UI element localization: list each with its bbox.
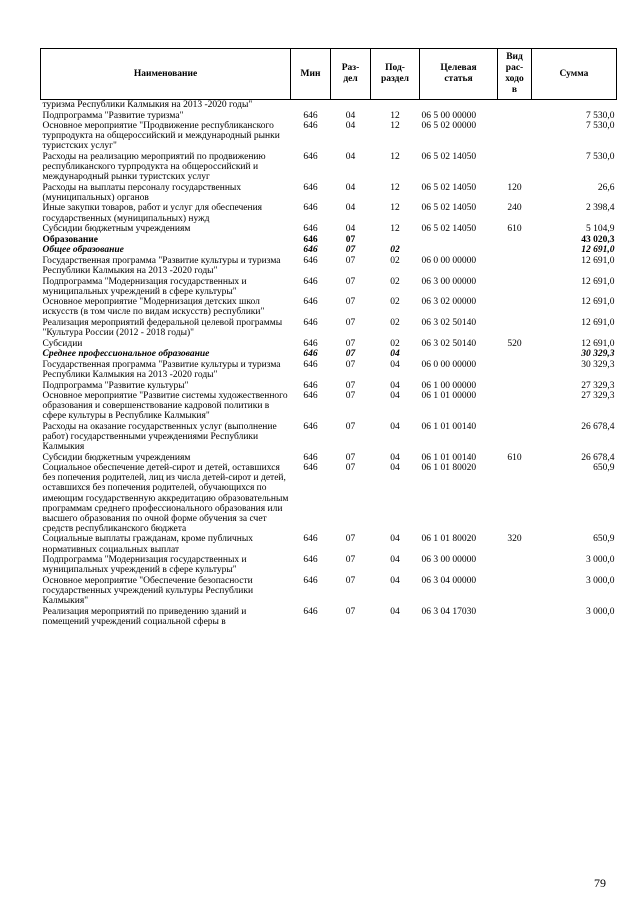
cell-razdel: 07 [345, 575, 356, 586]
cell-razdel: 07 [345, 317, 356, 328]
table-row [41, 576, 617, 607]
cell-summa: 27 329,3 [581, 391, 615, 402]
header-razdel: Раз- дел [331, 49, 371, 100]
cell-vid: 610 [507, 224, 522, 235]
cell-name: Иные закупки товаров, работ и услуг для обеспечения государственных (муниципальных) нужд [42, 203, 263, 224]
cell-min: 646 [303, 575, 318, 586]
cell-min: 646 [303, 534, 318, 545]
table-row [41, 111, 617, 122]
cell-name: Подпрограмма "Модернизация государственных и муниципальных учреждений в сфере культуры" [42, 555, 247, 576]
table-row [41, 534, 617, 555]
table-body [41, 100, 617, 628]
cell-statya: 06 1 01 80020 [421, 463, 477, 474]
cell-name: Субсидии бюджетным учреждениям [42, 224, 191, 235]
table-row [41, 463, 617, 534]
cell-podrazdel: 04 [390, 534, 400, 545]
table-row [41, 203, 617, 224]
cell-razdel: 07 [345, 452, 356, 463]
cell-name: туризма Республики Калмыкия на 2013 -2020 годы" [42, 100, 253, 110]
cell-name: Расходы на оказание государственных услуг (выполнение работ) государственными учреждениями Республики Калмыкия [42, 421, 277, 453]
cell-statya: 06 3 00 00000 [421, 555, 477, 566]
cell-name: Субсидии [42, 338, 83, 349]
cell-podrazdel: 04 [390, 555, 400, 566]
cell-vid [498, 235, 532, 246]
cell-statya: 06 3 02 50140 [421, 338, 477, 349]
cell-name: Реализация мероприятий федеральной целевой программы "Культура России (2012 - 2018 годы)" [42, 317, 283, 339]
cell-name: Подпрограмма "Развитие туризма" [42, 110, 184, 121]
cell-vid [498, 297, 532, 318]
cell-name: Государственная программа "Развитие культуры и туризма Республики Калмыкия на 2013 -2020 годы" [42, 255, 281, 276]
cell-vid [498, 360, 532, 381]
cell-statya: 06 3 02 00000 [421, 297, 477, 308]
cell-razdel: 07 [345, 391, 356, 402]
cell-podrazdel: 04 [390, 391, 400, 402]
cell-vid [498, 555, 532, 576]
cell-name: Основное мероприятие "Развитие системы художественного образования и совершенствование кадровой политики в сфере культуры в Республике Калмыкия" [42, 391, 288, 422]
cell-min: 646 [303, 203, 318, 214]
cell-summa: 30 329,3 [581, 349, 615, 360]
cell-statya: 06 0 00 00000 [421, 255, 477, 266]
cell-summa: 12 691,0 [581, 338, 615, 349]
cell-razdel: 04 [345, 151, 356, 162]
cell-min: 646 [303, 276, 318, 287]
table-row [41, 391, 617, 422]
header-vid: Вид рас- ходо в [498, 49, 532, 100]
cell-name: Социальные выплаты гражданам, кроме публичных нормативных социальных выплат [42, 534, 253, 555]
header-min: Мин [291, 49, 331, 100]
cell-podrazdel: 12 [390, 224, 400, 235]
cell-name: Основное мероприятие "Обеспечение безопасности государственных учреждений культуры Республики Калмыкия" [42, 575, 254, 606]
table-row [41, 183, 617, 204]
table-row [41, 235, 617, 246]
table-row [41, 277, 617, 298]
table-row [41, 121, 617, 152]
cell-razdel: 07 [345, 421, 356, 432]
cell-min: 646 [303, 555, 318, 566]
cell-razdel: 07 [345, 255, 356, 266]
table-row [41, 360, 617, 381]
cell-podrazdel: 04 [390, 359, 400, 370]
cell-razdel: 04 [345, 110, 356, 121]
cell-summa: 3 000,0 [586, 555, 615, 566]
cell-podrazdel: 12 [390, 151, 400, 162]
cell-vid [498, 463, 532, 534]
cell-podrazdel: 12 [390, 121, 400, 132]
cell-name: Общее образование [42, 245, 124, 256]
table-row [41, 152, 617, 183]
cell-vid: 610 [507, 452, 522, 463]
cell-razdel: 04 [345, 182, 356, 193]
table-row [41, 245, 617, 256]
cell-vid: 520 [507, 338, 522, 349]
cell-summa: 5 104,9 [586, 224, 615, 235]
cell-vid [498, 100, 532, 111]
cell-podrazdel: 04 [390, 349, 400, 360]
header-statya: Целевая статья [420, 49, 498, 100]
cell-statya [420, 235, 498, 246]
cell-statya: 06 3 04 00000 [421, 575, 477, 586]
cell-min: 646 [303, 121, 318, 132]
cell-name: Подпрограмма "Развитие культуры" [42, 380, 189, 391]
cell-name: Реализация мероприятий по приведению зданий и помещений учреждений социальной сферы в [42, 606, 247, 627]
table-row [41, 224, 617, 235]
cell-name: Субсидии бюджетным учреждениям [42, 452, 191, 463]
cell-podrazdel: 02 [390, 255, 400, 266]
cell-summa: 3 000,0 [586, 606, 615, 617]
cell-podrazdel: 02 [390, 338, 400, 349]
page-number: 79 [594, 876, 606, 890]
table-row [41, 318, 617, 339]
cell-summa [532, 100, 617, 111]
cell-statya: 06 0 00 00000 [421, 359, 477, 370]
cell-vid [498, 422, 532, 453]
cell-summa: 12 691,0 [581, 255, 615, 266]
cell-min: 646 [303, 110, 318, 121]
cell-summa: 43 020,3 [581, 234, 615, 245]
cell-min: 646 [303, 359, 318, 370]
cell-min: 646 [303, 234, 318, 245]
cell-min: 646 [303, 349, 318, 360]
table-row [41, 422, 617, 453]
cell-vid [498, 152, 532, 183]
cell-vid [498, 318, 532, 339]
cell-statya: 06 5 02 00000 [421, 121, 477, 132]
header-summa: Сумма [532, 49, 617, 100]
cell-razdel: 07 [345, 359, 356, 370]
cell-min: 646 [303, 317, 318, 328]
cell-min: 646 [303, 151, 318, 162]
cell-name: Основное мероприятие "Модернизация детских школ искусств (в том числе по видам искусств) республики" [42, 297, 265, 318]
cell-vid [498, 111, 532, 122]
cell-podrazdel: 02 [390, 317, 400, 328]
table-row [41, 453, 617, 464]
table-row [41, 256, 617, 277]
header-name: Наименование [41, 49, 291, 100]
cell-vid [498, 245, 532, 256]
cell-razdel: 04 [345, 224, 356, 235]
cell-vid [498, 256, 532, 277]
cell-vid [498, 277, 532, 298]
cell-razdel: 07 [345, 555, 356, 566]
cell-min: 646 [303, 224, 318, 235]
cell-statya: 06 1 00 00000 [421, 380, 477, 391]
cell-statya: 06 5 00 00000 [421, 110, 477, 121]
cell-vid [498, 607, 532, 628]
cell-min: 646 [303, 255, 318, 266]
cell-statya [420, 100, 498, 111]
cell-podrazdel: 04 [390, 421, 400, 432]
cell-summa: 27 329,3 [581, 380, 615, 391]
cell-razdel [331, 100, 371, 111]
cell-vid [498, 381, 532, 392]
header-podrazdel: Под- раздел [371, 49, 420, 100]
table-row [41, 381, 617, 392]
table-row [41, 297, 617, 318]
cell-min: 646 [303, 338, 318, 349]
cell-vid: 240 [507, 203, 522, 214]
cell-razdel: 04 [345, 203, 356, 214]
cell-razdel: 07 [345, 463, 356, 474]
cell-name: Основное мероприятие "Продвижение республиканского турпродукта на общероссийский и международный рынки туристских услуг" [42, 121, 280, 152]
cell-statya: 06 3 04 17030 [421, 606, 477, 617]
cell-podrazdel: 04 [390, 463, 400, 474]
cell-podrazdel [371, 235, 420, 246]
cell-min: 646 [303, 245, 318, 256]
cell-summa: 3 000,0 [586, 575, 615, 586]
cell-razdel: 07 [345, 380, 356, 391]
cell-vid [498, 576, 532, 607]
cell-summa: 12 691,0 [581, 297, 615, 308]
cell-summa: 26,6 [597, 182, 615, 193]
cell-summa: 7 530,0 [586, 110, 615, 121]
header-row [41, 49, 617, 100]
table-row [41, 349, 617, 360]
cell-min: 646 [303, 391, 318, 402]
cell-name: Подпрограмма "Модернизация государственных и муниципальных учреждений в сфере культуры" [42, 276, 247, 297]
cell-statya: 06 5 02 14050 [421, 151, 477, 162]
cell-razdel: 07 [345, 338, 356, 349]
cell-razdel: 04 [345, 121, 356, 132]
table-row [41, 607, 617, 628]
cell-statya: 06 5 02 14050 [421, 203, 477, 214]
cell-statya: 06 5 02 14050 [421, 224, 477, 235]
cell-name: Государственная программа "Развитие культуры и туризма Республики Калмыкия на 2013 -2020 годы" [42, 359, 281, 380]
cell-min: 646 [303, 421, 318, 432]
cell-summa: 12 691,0 [581, 245, 615, 256]
cell-min: 646 [303, 452, 318, 463]
cell-statya [420, 349, 498, 360]
cell-name: Среднее профессиональное образование [42, 349, 210, 360]
cell-statya [420, 245, 498, 256]
cell-podrazdel: 02 [390, 276, 400, 287]
cell-razdel: 07 [345, 606, 356, 617]
cell-vid: 320 [507, 534, 522, 545]
cell-min: 646 [303, 182, 318, 193]
cell-podrazdel: 12 [390, 110, 400, 121]
cell-summa: 650,9 [593, 463, 615, 474]
cell-podrazdel: 04 [390, 575, 400, 586]
cell-statya: 06 1 01 00000 [421, 391, 477, 402]
cell-summa: 7 530,0 [586, 121, 615, 132]
cell-podrazdel: 04 [390, 380, 400, 391]
cell-statya: 06 3 00 00000 [421, 276, 477, 287]
cell-razdel: 07 [345, 349, 356, 360]
cell-min: 646 [303, 606, 318, 617]
cell-razdel: 07 [345, 245, 356, 256]
cell-summa: 30 329,3 [581, 359, 615, 370]
cell-podrazdel: 02 [390, 245, 400, 256]
cell-statya: 06 3 02 50140 [421, 317, 477, 328]
cell-name: Образование [42, 234, 98, 245]
cell-statya: 06 1 01 00140 [421, 421, 477, 432]
cell-summa: 12 691,0 [581, 317, 615, 328]
cell-summa: 12 691,0 [581, 276, 615, 287]
cell-razdel: 07 [345, 297, 356, 308]
cell-name: Социальное обеспечение детей-сирот и детей, оставшихся без попечения родителей, лиц из числа детей-сирот и детей, оставшихся без попечения родителей, обучающихся по имеющим государственную аккредитацию образовательным программам среднего профессионального образования или высшего образования по очной форме обучения за счет средств республиканского бюджета [42, 463, 289, 534]
table-row [41, 555, 617, 576]
cell-summa: 26 678,4 [581, 421, 615, 432]
budget-table [40, 48, 617, 627]
cell-podrazdel: 02 [390, 297, 400, 308]
cell-statya: 06 1 01 80020 [421, 534, 477, 545]
cell-summa: 2 398,4 [586, 203, 615, 214]
cell-statya: 06 1 01 00140 [421, 452, 477, 463]
cell-razdel: 07 [345, 534, 356, 545]
cell-vid [498, 391, 532, 422]
cell-min: 646 [303, 380, 318, 391]
cell-podrazdel: 12 [390, 182, 400, 193]
cell-name: Расходы на реализацию мероприятий по продвижению республиканского турпродукта на общероссийский и международный рынки туристских услуг [42, 151, 266, 183]
cell-min [291, 100, 331, 111]
cell-name: Расходы на выплаты персоналу государственных (муниципальных) органов [42, 182, 242, 203]
cell-vid [498, 121, 532, 152]
cell-podrazdel: 04 [390, 606, 400, 617]
table-header [41, 49, 617, 100]
cell-min: 646 [303, 297, 318, 308]
cell-vid: 120 [507, 182, 522, 193]
cell-podrazdel [371, 100, 420, 111]
cell-summa: 650,9 [593, 534, 615, 545]
cell-statya: 06 5 02 14050 [421, 182, 477, 193]
table-row [41, 339, 617, 350]
cell-razdel: 07 [345, 276, 356, 287]
cell-vid [498, 349, 532, 360]
cell-summa: 7 530,0 [586, 151, 615, 162]
cell-razdel: 07 [345, 234, 356, 245]
cell-summa: 26 678,4 [581, 452, 615, 463]
table-row [41, 100, 617, 111]
cell-podrazdel: 04 [390, 452, 400, 463]
cell-podrazdel: 12 [390, 203, 400, 214]
cell-min: 646 [303, 463, 318, 474]
